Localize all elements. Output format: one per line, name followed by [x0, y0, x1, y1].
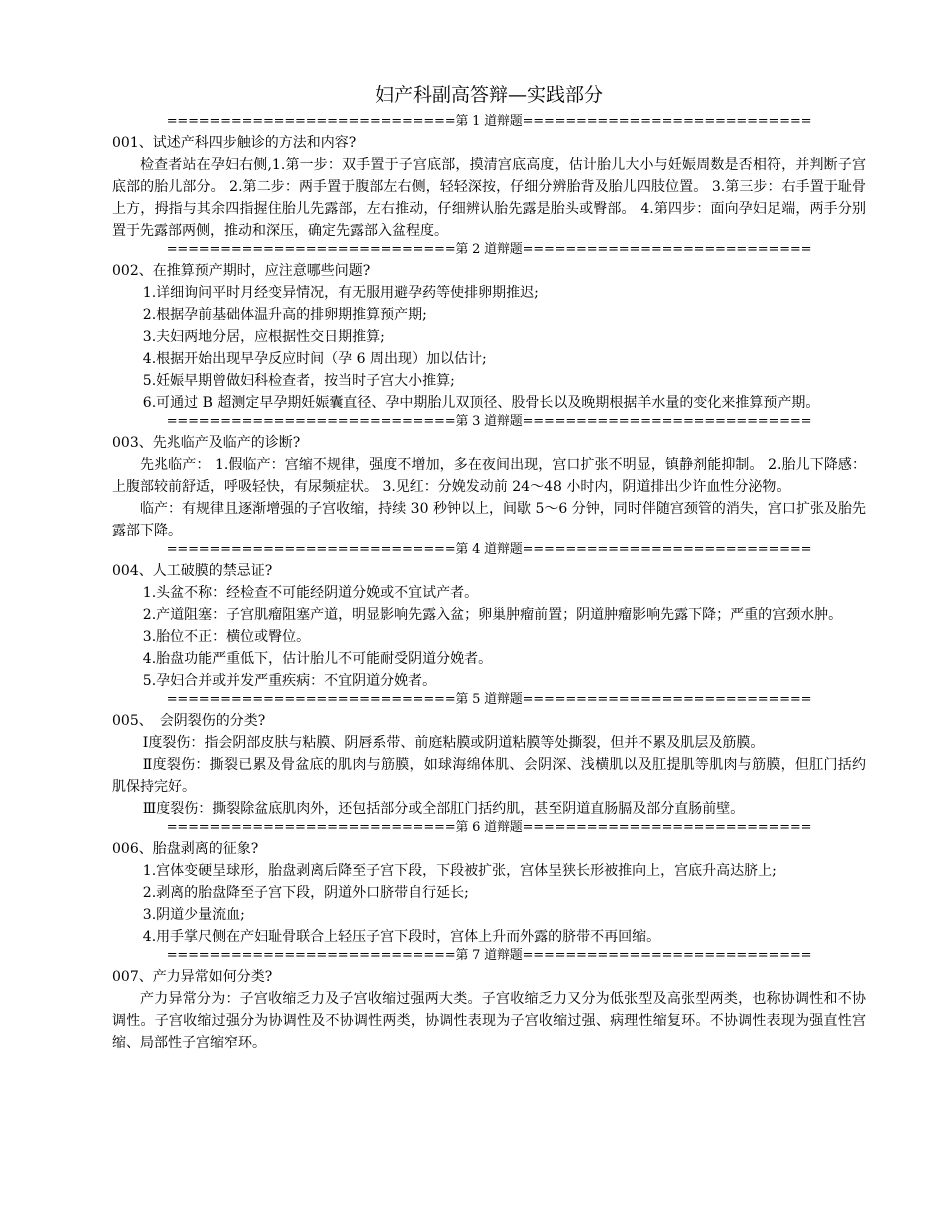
separator-rule-right: =========================== [522, 692, 812, 707]
separator-rule-left: =========================== [166, 242, 456, 257]
question-heading: 005、 会阴裂伤的分类? [112, 713, 266, 729]
question-heading: 001、试述产科四步触诊的方法和内容? [112, 135, 357, 151]
separator-rule-left: =========================== [166, 948, 456, 963]
section-separator [112, 414, 866, 430]
answer-paragraph: 6.可通过 B 超测定早孕期妊娠囊直径、孕中期胎儿双顶径、股骨长以及晚期根据羊水量的变化来推算预产期。 [142, 395, 820, 411]
question-heading: 003、先兆临产及临产的诊断? [112, 435, 301, 451]
answer-paragraph: 5.孕妇合并或并发严重疾病：不宜阴道分娩者。 [142, 673, 437, 689]
separator-rule-left: =========================== [166, 114, 456, 129]
section-label: 第 3 道辩题 [455, 414, 523, 429]
answer-paragraph: 4.用手掌尺侧在产妇耻骨联合上轻压子宫下段时，宫体上升而外露的脐带不再回缩。 [142, 929, 661, 945]
document-page [112, 82, 866, 1054]
separator-rule-right: =========================== [522, 820, 812, 835]
separator-rule-right: =========================== [522, 948, 812, 963]
section-separator [112, 542, 866, 558]
answer-paragraph: 2.产道阻塞：子宫肌瘤阻塞产道，明显影响先露入盆；卵巢肿瘤前置；阴道肿瘤影响先露下降；严重的宫颈水肿。 [142, 607, 843, 623]
separator-rule-left: =========================== [166, 692, 456, 707]
answer-paragraph: Ⅱ度裂伤：撕裂已累及骨盆底的肌肉与筋膜，如球海绵体肌、会阴深、浅横肌以及肛提肌等肌肉与筋膜，但肛门括约肌保持完好。 [112, 757, 866, 795]
separator-rule-right: =========================== [522, 242, 812, 257]
page-title: 妇产科副高答辩—实践部分 [374, 84, 603, 106]
separator-rule-right: =========================== [522, 542, 812, 557]
answer-paragraph: Ⅰ度裂伤：指会阴部皮肤与粘膜、阴唇系带、前庭粘膜或阴道粘膜等处撕裂，但并不累及肌层及筋膜。 [142, 735, 765, 751]
sections-container [112, 114, 866, 1054]
question-heading: 006、胎盘剥离的征象? [112, 841, 259, 857]
section-label: 第 6 道辩题 [455, 820, 523, 835]
answer-paragraph: 1.详细询问平时月经变异情况，有无服用避孕药等使排卵期推迟; [142, 285, 539, 301]
answer-paragraph: 1.头盆不称：经检查不可能经阴道分娩或不宜试产者。 [142, 585, 479, 601]
question-heading: 007、产力异常如何分类? [112, 969, 273, 985]
answer-paragraph: 2.根据孕前基础体温升高的排卵期推算预产期; [142, 307, 427, 323]
question-heading: 002、在推算预产期时，应注意哪些问题? [112, 263, 371, 279]
answer-paragraph: 产力异常分为：子宫收缩乏力及子宫收缩过强两大类。子宫收缩乏力又分为低张型及高张型两类，也称协调性和不协调性。子宫收缩过强分为协调性及不协调性两类，协调性表现为子宫收缩过强、病理性缩复环。不协调性表现为强直性宫缩、局部性子宫缩窄环。 [112, 991, 866, 1051]
section-separator [112, 948, 866, 964]
section-label: 第 7 道辩题 [455, 948, 523, 963]
answer-paragraph: Ⅲ度裂伤：撕裂除盆底肌肉外，还包括部分或全部肛门括约肌，甚至阴道直肠膈及部分直肠前壁。 [142, 801, 745, 817]
answer-paragraph: 4.根据开始出现早孕反应时间（孕 6 周出现）加以估计; [142, 351, 487, 367]
section-separator [112, 114, 866, 130]
separator-rule-left: =========================== [166, 414, 456, 429]
section-label: 第 5 道辩题 [455, 692, 523, 707]
separator-rule-left: =========================== [166, 820, 456, 835]
answer-paragraph: 2.剥离的胎盘降至子宫下段，阴道外口脐带自行延长; [142, 885, 469, 901]
section-label: 第 4 道辩题 [455, 542, 523, 557]
separator-rule-right: =========================== [522, 414, 812, 429]
answer-paragraph: 3.阴道少量流血; [142, 907, 245, 923]
section-label: 第 1 道辩题 [455, 114, 523, 129]
answer-paragraph: 4.胎盘功能严重低下，估计胎儿不可能耐受阴道分娩者。 [142, 651, 493, 667]
answer-paragraph: 3.夫妇两地分居，应根据性交日期推算; [142, 329, 385, 345]
answer-paragraph: 3.胎位不正：横位或臀位。 [142, 629, 311, 645]
separator-rule-left: =========================== [166, 542, 456, 557]
question-heading: 004、人工破膜的禁忌证? [112, 563, 273, 579]
answer-paragraph: 1.宫体变硬呈球形，胎盘剥离后降至子宫下段，下段被扩张，宫体呈狭长形被推向上，宫底升高达脐上; [142, 863, 777, 879]
section-separator [112, 692, 866, 708]
section-label: 第 2 道辩题 [455, 242, 523, 257]
section-separator [112, 242, 866, 258]
answer-paragraph: 先兆临产： 1.假临产：宫缩不规律，强度不增加，多在夜间出现，宫口扩张不明显，镇静剂能抑制。 2.胎儿下降感：上腹部较前舒适，呼吸轻快，有尿频症状。 3.见红：分娩发动前 24～48 小时内，阴道排出少许血性分泌物。 [112, 457, 866, 495]
answer-paragraph: 检查者站在孕妇右侧,1.第一步：双手置于子宫底部，摸清宫底高度，估计胎儿大小与妊娠周数是否相符，并判断子宫底部的胎儿部分。 2.第二步：两手置于腹部左右侧，轻轻深按，仔细分辨胎背及胎儿四肢位置。 3.第三步：右手置于耻骨上方，拇指与其余四指握住胎儿先露部，左右推动，仔细辨认胎先露是胎头或臀部。 4.第四步：面向孕妇足端，两手分别置于先露部两侧，推动和深压，确定先露部入盆程度。 [112, 157, 866, 239]
separator-rule-right: =========================== [522, 114, 812, 129]
answer-paragraph: 临产：有规律且逐渐增强的子宫收缩，持续 30 秒钟以上，间歇 5～6 分钟，同时伴随宫颈管的消失，宫口扩张及胎先露部下降。 [112, 501, 866, 539]
answer-paragraph: 5.妊娠早期曾做妇科检查者，按当时子宫大小推算; [142, 373, 455, 389]
section-separator [112, 820, 866, 836]
